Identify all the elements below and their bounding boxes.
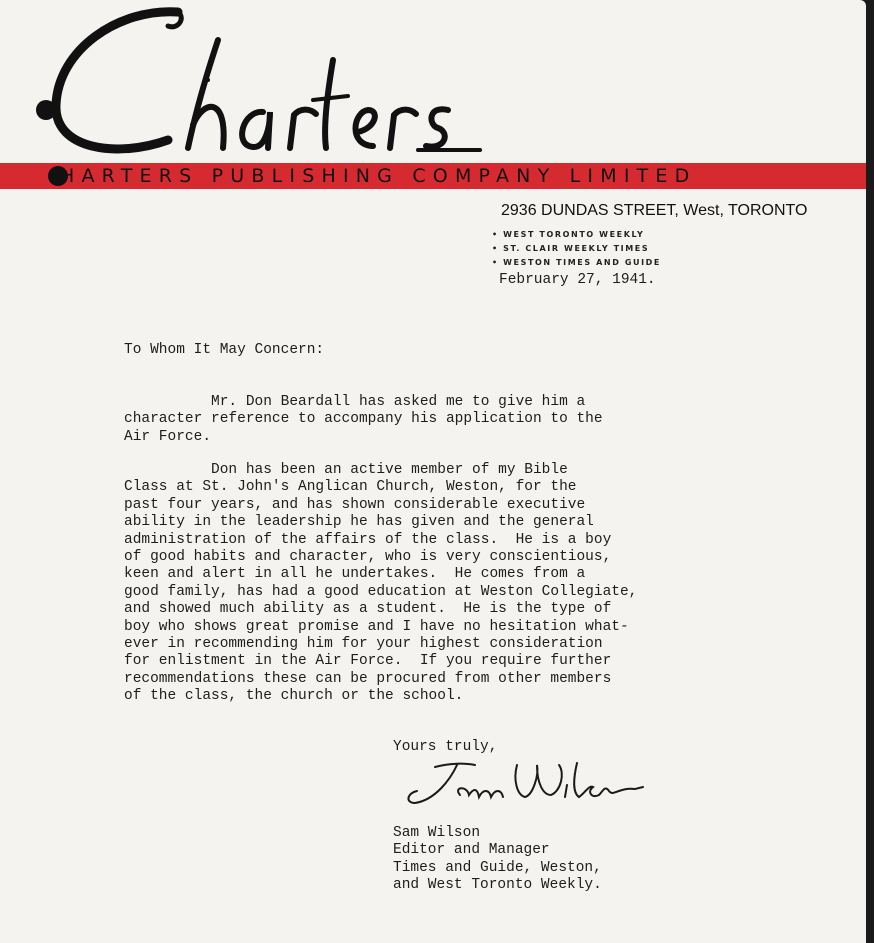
closing: Yours truly,: [393, 739, 498, 755]
letter-date: February 27, 1941.: [499, 272, 656, 288]
salutation: To Whom It May Concern:: [124, 342, 325, 358]
signer-details: Sam Wilson Editor and Manager Times and Guide, Weston, and West Toronto Weekly.: [393, 825, 602, 894]
paragraph-2: Don has been an active member of my Bible Class at St. John's Anglican Church, Weston, for the past four years, and has shown considerable executive ability in the leadership he has given and the general administration of the affairs of the class. He is a boy of good habits and character, who is very conscientious, keen and alert in all he undertakes. He comes from a good family, has had a good education at Weston Collegiate, and showed much ability as a student. He is the type of boy who shows great promise and I have no hesitation what- ever in recommending him for your highest consideration for enlistment in the Air Force. If you require further recommendations these can be procured from other members of the class, the church or the school.: [124, 462, 638, 705]
company-address: 2936 DUNDAS STREET, West, TORONTO: [501, 202, 808, 219]
publication-item: • WESTON TIMES AND GUIDE: [492, 256, 661, 270]
charters-logo: [28, 0, 488, 170]
publications-list: [492, 228, 661, 270]
publication-item: • WEST TORONTO WEEKLY: [492, 228, 661, 242]
publication-item: • ST. CLAIR WEEKLY TIMES: [492, 242, 661, 256]
paragraph-1: Mr. Don Beardall has asked me to give him a character reference to accompany his application to the Air Force.: [124, 394, 603, 445]
company-name-band: HARTERS PUBLISHING COMPANY LIMITED: [60, 165, 697, 187]
handwritten-signature: [405, 755, 655, 815]
